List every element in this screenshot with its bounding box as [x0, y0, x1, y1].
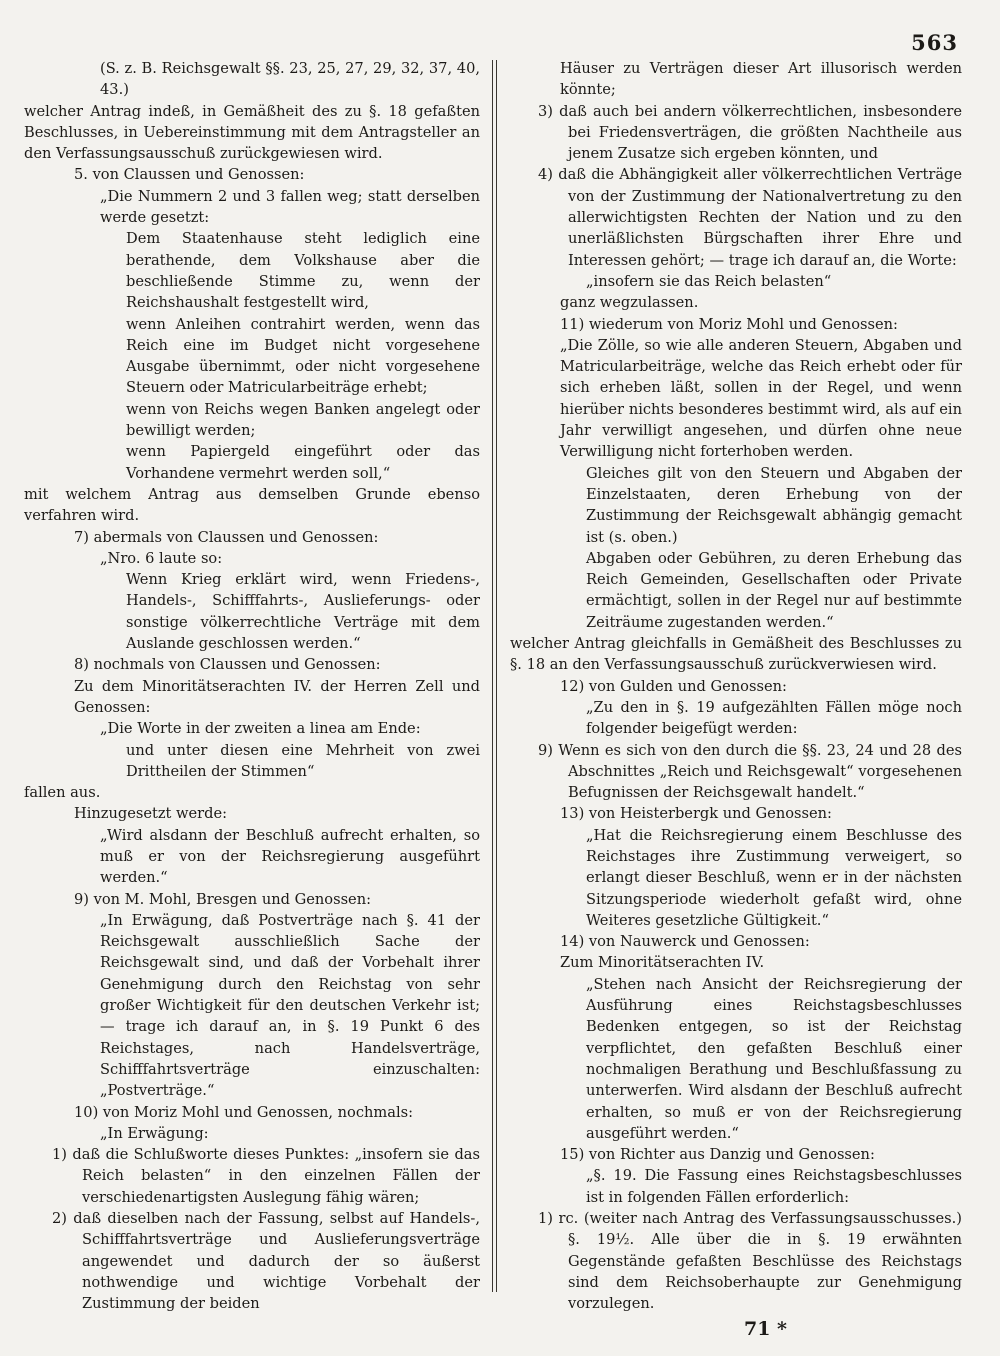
- paragraph: 12) von Gulden und Genossen:: [560, 677, 787, 695]
- paragraph: Häuser zu Verträgen dieser Art illusorisch werden könnte;: [560, 60, 962, 99]
- paragraph: „insofern sie das Reich belasten“: [586, 272, 832, 290]
- signature-mark: 71 *: [744, 1318, 787, 1340]
- paragraph: wenn von Reichs wegen Banken angelegt oder bewilligt werden;: [126, 400, 480, 440]
- paragraph: „Nro. 6 laute so:: [100, 549, 223, 567]
- paragraph: 1) daß die Schlußworte dieses Punktes: „insofern sie das Reich belasten“ in den einzelnen Fällen der verschiedenartigsten Auslegung fähig wären;: [52, 1146, 480, 1206]
- paragraph: 4) daß die Abhängigkeit aller völkerrechtlichen Verträge von der Zustimmung der Nationalvertretung zu den allerwichtigsten Rechten der Nation und zu den unerläßlichsten Bürgschaften ihrer Ehre und Interessen gehört; — trage ich darauf an, die Worte:: [538, 166, 962, 269]
- paragraph: 9) von M. Mohl, Bresgen und Genossen:: [74, 890, 372, 908]
- paragraph: fallen aus.: [24, 784, 101, 802]
- paragraph: 14) von Nauwerck und Genossen:: [560, 933, 810, 951]
- paragraph: (S. z. B. Reichsgewalt §§. 23, 25, 27, 29, 32, 37, 40, 43.): [100, 60, 480, 99]
- paragraph: „Hat die Reichsregierung einem Beschlusse des Reichstages ihre Zustimmung verweigert, so erlangt dieser Beschluß, wenn er in der nächsten Sitzungsperiode wiederholt gefaßt wird, ohne Weiteres gesetzliche Gültigkeit.“: [586, 826, 962, 929]
- paragraph: „Die Worte in der zweiten a linea am Ende:: [100, 720, 421, 738]
- left-column: [24, 58, 480, 1315]
- paragraph: 15) von Richter aus Danzig und Genossen:: [560, 1146, 875, 1164]
- paragraph: „Wird alsdann der Beschluß aufrecht erhalten, so muß er von der Reichsregierung ausgeführt werden.“: [100, 826, 480, 887]
- paragraph: „Zu den in §. 19 aufgezählten Fällen möge noch folgender beigefügt werden:: [586, 698, 962, 738]
- column-divider-line: [492, 60, 493, 1292]
- paragraph: welcher Antrag indeß, in Gemäßheit des zu §. 18 gefaßten Beschlusses, in Uebereinstimmung mit dem Antragsteller an den Verfassungsausschuß zurückgewiesen wird.: [24, 102, 480, 163]
- paragraph: 11) wiederum von Moriz Mohl und Genossen:: [560, 315, 898, 333]
- paragraph: 7) abermals von Claussen und Genossen:: [74, 528, 379, 546]
- paragraph: „Stehen nach Ansicht der Reichsregierung der Ausführung eines Reichstagsbeschlusses Bedenken entgegen, so ist der Reichstag verpflichtet, den gefaßten Beschluß einer nochmaligen Berathung und Beschlußfassung zu unterwerfen. Wird alsdann der Beschluß aufrecht erhalten, so muß er von der Reichsregierung ausgeführt werden.“: [586, 975, 962, 1142]
- paragraph: „§. 19. Die Fassung eines Reichstagsbeschlusses ist in folgenden Fällen erforderlich:: [586, 1167, 962, 1206]
- paragraph: welcher Antrag gleichfalls in Gemäßheit des Beschlusses zu §. 18 an den Verfassungsausschuß zurückverwiesen wird.: [510, 635, 962, 674]
- paragraph: 3) daß auch bei andern völkerrechtlichen, insbesondere bei Friedensverträgen, die größten Nachtheile aus jenem Zusatze sich ergeben könnten, und: [538, 102, 962, 163]
- paragraph: 2) daß dieselben nach der Fassung, selbst auf Handels-, Schifffahrtsverträge und Auslieferungsverträge angewendet und dadurch der so äußerst nothwendige und wichtige Vorbehalt der Zustimmung der beiden: [52, 1210, 480, 1313]
- paragraph: Wenn Krieg erklärt wird, wenn Friedens-, Handels-, Schifffahrts-, Auslieferungs- oder sonstige völkerrechtliche Verträge mit dem Auslande geschlossen werden.“: [126, 571, 480, 653]
- paragraph: 1) rc. (weiter nach Antrag des Verfassungsausschusses.) §. 19½. Alle über die in §. 19 erwähnten Gegenstände gefaßten Beschlüsse des Reichstags sind dem Reichsoberhaupte zur Genehmigung vorzulegen.: [538, 1210, 962, 1313]
- paragraph: 9) Wenn es sich von den durch die §§. 23, 24 und 28 des Abschnittes „Reich und Reichsgewalt“ vorgesehenen Befugnissen der Reichsgewalt handelt.“: [538, 741, 962, 802]
- paragraph: und unter diesen eine Mehrheit von zwei Drittheilen der Stimmen“: [126, 741, 480, 780]
- column-divider-line: [496, 60, 497, 1292]
- paragraph: „Die Nummern 2 und 3 fallen weg; statt derselben werde gesetzt:: [100, 187, 480, 227]
- paragraph: ganz wegzulassen.: [560, 294, 699, 312]
- paragraph: 8) nochmals von Claussen und Genossen:: [74, 656, 381, 674]
- paragraph: Hinzugesetzt werde:: [74, 805, 228, 823]
- paragraph: „In Erwägung, daß Postverträge nach §. 41 der Reichsgewalt ausschließlich Sache der Reichsgewalt sind, und daß der Vorbehalt ihrer Genehmigung durch den Reichstag von sehr großer Wichtigkeit für den deutschen Verkehr ist; — trage ich darauf an, in §. 19 Punkt 6 des Reichstages, nach Handelsverträge, Schifffahrtsverträge einzuschalten: „Postverträge.“: [100, 911, 480, 1100]
- paragraph: wenn Anleihen contrahirt werden, wenn das Reich eine im Budget nicht vorgesehene Ausgabe übernimmt, oder nicht vorgesehene Steuern oder Matricularbeiträge erhebt;: [126, 315, 480, 397]
- paragraph: Abgaben oder Gebühren, zu deren Erhebung das Reich Gemeinden, Gesellschaften oder Private ermächtigt, sollen in der Regel nur auf bestimmte Zeiträume zugestanden werden.“: [586, 549, 962, 631]
- paragraph: mit welchem Antrag aus demselben Grunde ebenso verfahren wird.: [24, 485, 480, 525]
- page-number: 563: [911, 30, 958, 55]
- paragraph: „Die Zölle, so wie alle anderen Steuern, Abgaben und Matricularbeiträge, welche das Reich erhebt oder für sich erheben läßt, sollen in der Regel, und wenn hierüber nichts besonderes bestimmt wird, als auf ein Jahr verwilligt angesehen, und dürfen ohne neue Verwilligung nicht forterhoben werden.: [560, 336, 962, 461]
- paragraph: „In Erwägung:: [100, 1124, 209, 1142]
- paragraph: 10) von Moriz Mohl und Genossen, nochmals:: [74, 1103, 414, 1121]
- paragraph: Dem Staatenhause steht lediglich eine berathende, dem Volkshause aber die beschließende Stimme zu, wenn der Reichshaushalt festgestellt wird,: [126, 230, 480, 312]
- paragraph: Gleiches gilt von den Steuern und Abgaben der Einzelstaaten, deren Erhebung von der Zustimmung der Reichsgewalt abhängig gemacht ist (s. oben.): [586, 464, 962, 546]
- paragraph: wenn Papiergeld eingeführt oder das Vorhandene vermehrt werden soll,“: [126, 443, 480, 482]
- paragraph: Zum Minoritätserachten IV.: [560, 954, 765, 972]
- paragraph: Zu dem Minoritätserachten IV. der Herren Zell und Genossen:: [74, 677, 480, 716]
- paragraph: 13) von Heisterbergk und Genossen:: [560, 805, 832, 823]
- paragraph: 5. von Claussen und Genossen:: [74, 166, 305, 184]
- right-column: [510, 58, 962, 1315]
